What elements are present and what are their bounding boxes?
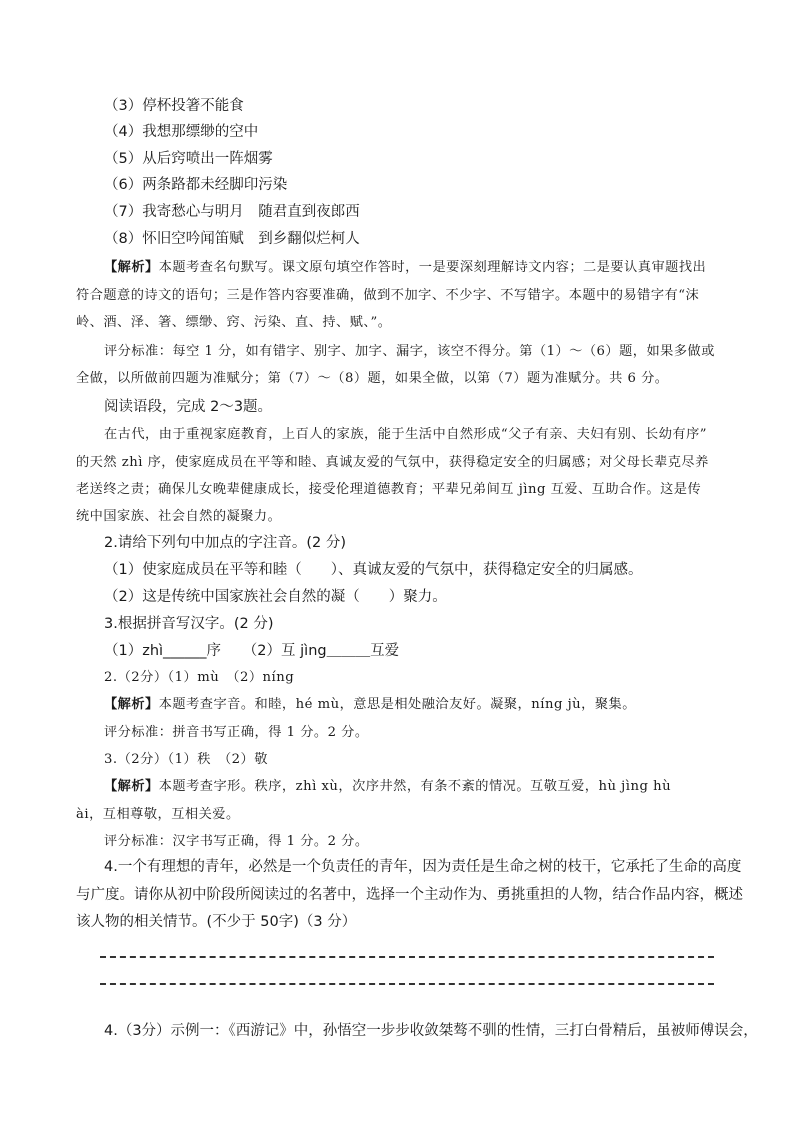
answer-item-3: （3）停杯投箸不能食 [104, 98, 244, 114]
passage-line: 在古代，由于重视家庭教育，上百人的家族，能于生活中自然形成“父子有亲、夫妇有别、长幼有序” [104, 427, 708, 442]
question-2-sentence: （1）使家庭成员在平等和睦（ ）、真诚友爱的气氛中，获得稳定安全的归属感。 [104, 562, 643, 578]
analysis-line: 岭、酒、泽、箸、缥缈、窍、污染、直、持、赋、”。 [76, 315, 392, 330]
question-4-line: 与广度。请你从初中阶段所阅读过的名著中，选择一个主动作为、勇挑重担的人物，结合作品内容，概述 [76, 887, 743, 903]
analysis-line [104, 695, 636, 715]
analysis-line: 符合题意的诗文的语句；三是作答内容要准确，做到不加字、不少字、不写错字。本题中的易错字有“沫 [76, 288, 700, 303]
answer-4-line: 4.（3分）示例一：《西游记》中，孙悟空一步步收敛桀骜不驯的性情，三打白骨精后，虽被师傅误会， [104, 1023, 758, 1039]
answer-writing-line[interactable] [100, 983, 714, 985]
analysis-line [104, 777, 671, 797]
answer-item-7: （7）我寄愁心与明月 随君直到夜郎西 [104, 204, 360, 220]
question-2-sentence: （2）这是传统中国家族社会自然的凝（ ）聚力。 [104, 589, 447, 605]
analysis-text: 本题考查字形。秩序，zhì xù，次序井然，有条不紊的情况。互敬互爱，hù jìng hù [158, 779, 672, 794]
question-4-line: 该人物的相关情节。(不少于 50字)（3 分） [76, 914, 357, 930]
question-4-line: 4.一个有理想的青年，必然是一个负责任的青年，因为责任是生命之树的枝干，它承托了生命的高度 [104, 859, 742, 875]
scoring-line: 评分标准：汉字书写正确，得 1 分。2 分。 [104, 834, 369, 849]
analysis-tag: 【解析】 [104, 260, 159, 275]
analysis-text: 本题考查字音。和睦，hé mù，意思是相处融洽友好。凝聚，níng jù，聚集。 [158, 697, 636, 712]
answer-writing-line[interactable] [100, 956, 714, 958]
scoring-line: 全做，以所做前四题为准赋分；第（7）～（8）题，如果全做，以第（7）题为准赋分。共 6 分。 [76, 371, 669, 386]
answer-2-line: 2.（2分）（1）mù （2）níng [104, 670, 295, 685]
scoring-line: 评分标准：拼音书写正确，得 1 分。2 分。 [104, 725, 369, 740]
analysis-text: 本题考查名句默写。课文原句填空作答时，一是要深刻理解诗文内容；二是要认真审题找出 [158, 260, 707, 275]
passage-line: 老送终之责；确保儿女晚辈健康成长，接受伦理道德教育；平辈兄弟间互 jìng 互爱、互助合作。这是传 [76, 482, 702, 497]
analysis-tag: 【解析】 [104, 779, 159, 794]
passage-line: 统中国家族、社会自然的凝聚力。 [76, 509, 282, 524]
answer-item-8: （8）怀旧空吟闻笛赋 到乡翻似烂柯人 [104, 231, 360, 247]
question-2-title: 2.请给下列句中加点的字注音。(2 分) [104, 535, 346, 551]
answer-3-line: 3.（2分）（1）秩 （2）敬 [104, 752, 268, 767]
question-3-line: （1）zhì______序 （2）互 jìng＿＿＿互爱 [104, 643, 400, 659]
answer-item-5: （5）从后窍喷出一阵烟雾 [104, 151, 273, 167]
analysis-line: ài，互相尊敬，互相关爱。 [76, 807, 240, 822]
question-3-title: 3.根据拼音写汉字。(2 分) [104, 616, 274, 632]
reading-intro: 阅读语段，完成 2～3题。 [104, 399, 273, 415]
analysis-tag: 【解析】 [104, 697, 159, 712]
passage-line: 的天然 zhì 序，使家庭成员在平等和睦、真诚友爱的气氛中，获得稳定安全的归属感；对父母长辈克尽养 [76, 455, 709, 470]
scoring-line: 评分标准：每空 1 分，如有错字、别字、加字、漏字，该空不得分。第（1）～（6）题，如果多做或 [104, 344, 715, 359]
analysis-line [104, 258, 706, 278]
answer-item-4: （4）我想那缥缈的空中 [104, 124, 259, 140]
answer-item-6: （6）两条路都未经脚印污染 [104, 177, 288, 193]
